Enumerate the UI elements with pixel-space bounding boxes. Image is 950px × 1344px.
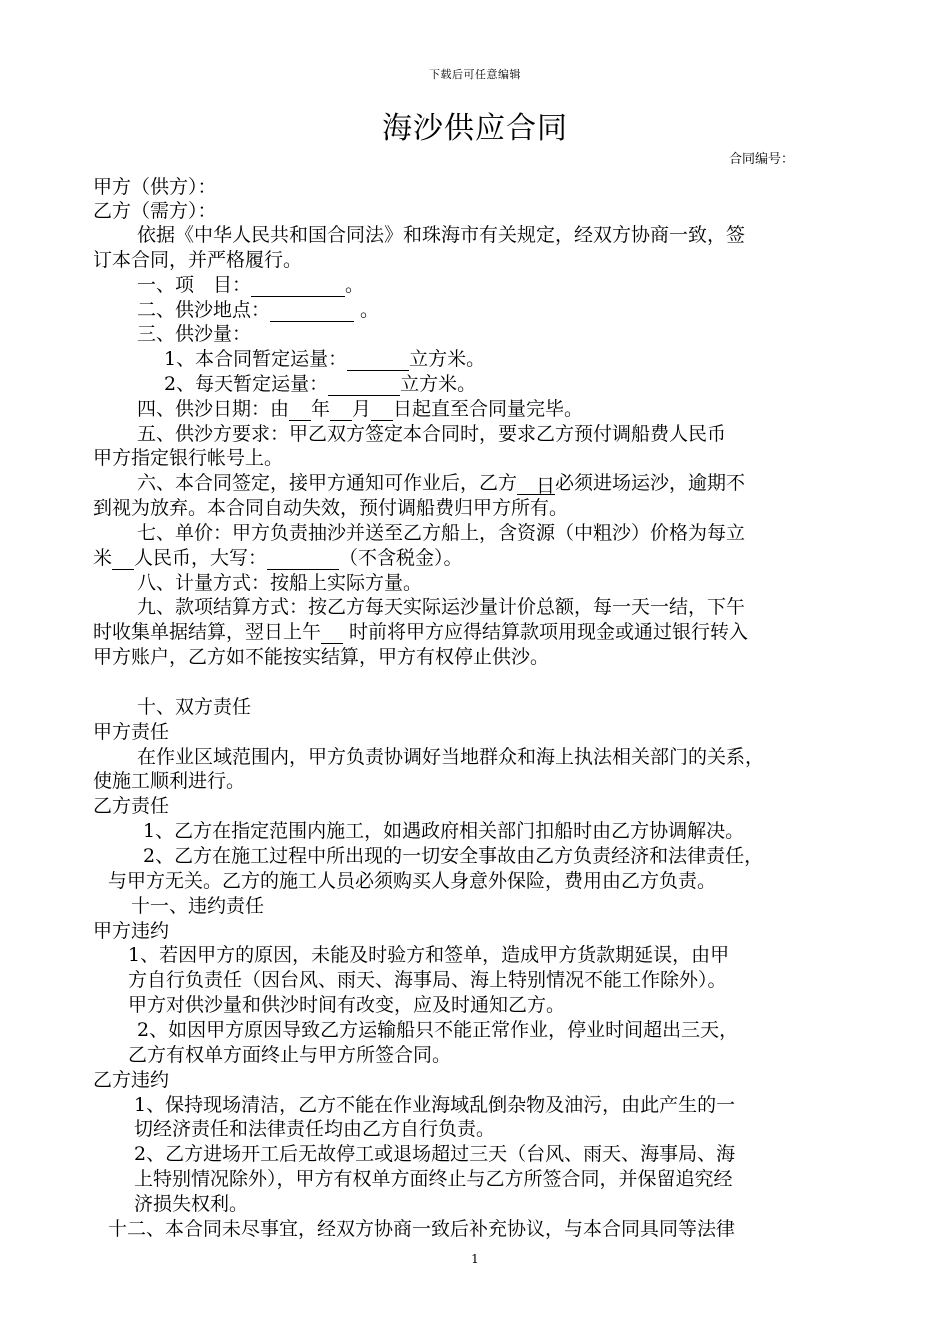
party-a-responsibility-line-2: 使施工顺利进行。 [93,770,246,792]
clause-2-location [137,298,379,322]
time-blank [321,623,343,644]
party-a-breach-line-2: 方自行负责任（因台风、雨天、海事局、海上特别情况不能工作除外）。 [128,969,727,991]
price-words-blank [267,549,339,570]
clause-5-line-1: 五、供沙方要求：甲乙双方签定本合同时，要求乙方预付调船费人民币 [137,423,727,445]
clause-2-end: 。 [354,299,380,321]
party-b-breach-line-5: 济损失权利。 [134,1193,249,1215]
page-number: 1 [471,1252,479,1266]
clause-7-text-c: （不含税金）。 [339,547,463,569]
party-a-breach-line-4: 2、如因甲方原因导致乙方运输船只不能正常作业，停业时间超出三天， [137,1019,739,1041]
clause-5-line-2: 甲方指定银行帐号上。 [93,447,284,469]
clause-3-2-label: 2、每天暂定运量： [164,373,329,395]
days-blank [517,474,555,495]
party-b-breach-line-4: 上特别情况除外），甲方有权单方面终止与乙方所签合同，并保留追究经 [134,1168,733,1190]
intro-line-2: 订本合同，并严格履行。 [93,249,303,271]
contract-number-label: 合同编号： [729,152,795,167]
party-b-responsibility-line-1: 1、乙方在指定范围内施工，如遇政府相关部门扣船时由乙方协调解决。 [143,820,745,842]
clause-3-2-daily [164,372,476,396]
clause-4-date [137,397,583,421]
clause-9-line-1: 九、款项结算方式：按乙方每天实际运沙量计价总额，每一天一结，下午 [137,596,746,618]
clause-1-label: 一、项 目： [137,274,252,296]
clause-3-1-label: 1、本合同暂定运量： [164,348,348,370]
page-title: 海沙供应合同 [382,111,568,146]
clause-7-text-a: 米 [93,547,113,569]
clause-7-line-1: 七、单价：甲方负责抽沙并送至乙方船上，含资源（中粗沙）价格为每立 [137,522,746,544]
clause-1-end: 。 [345,274,365,296]
party-b-responsibility-heading: 乙方责任 [93,795,170,817]
clause-9-text-a: 时收集单据结算，翌日上午 [93,621,322,643]
party-a-breach-line-1: 1、若因甲方的原因，未能及时验方和签单，造成甲方货款期延误，由甲 [128,944,730,966]
party-b-breach-line-3: 2、乙方进场开工后无故停工或退场超过三天（台风、雨天、海事局、海 [134,1143,736,1165]
clause-4-month: 月 [352,398,372,420]
party-b-breach-line-2: 切经济责任和法律责任均由乙方自行负责。 [134,1118,496,1140]
intro-line-1: 依据《中华人民共和国合同法》和珠海市有关规定，经双方协商一致，签 [137,224,746,246]
party-a-responsibility-heading: 甲方责任 [93,721,170,743]
clause-6-line-1 [137,471,745,495]
clause-3-quantity: 三、供沙量： [137,323,252,345]
clause-9-line-2 [93,620,748,644]
party-b-responsibility-line-2: 2、乙方在施工过程中所出现的一切安全事故由乙方负责经济和法律责任， [143,845,764,867]
clause-4-year: 年 [311,398,331,420]
clause-6-text-a: 六、本合同签定，接甲方通知可作业后，乙方 [137,472,518,494]
clause-11-heading: 十一、违约责任 [131,895,265,917]
clause-10-heading: 十、双方责任 [137,696,252,718]
clause-6-line-2: 到视为放弃。本合同自动失效，预付调船费归甲方所有。 [93,497,569,519]
daily-volume-blank [328,375,400,396]
clause-8-measurement: 八、计量方式：按船上实际方量。 [137,572,423,594]
clause-6-day: 日 [536,475,556,497]
clause-9-text-b: 时前将甲方应得结算款项用现金或通过银行转入 [343,621,749,643]
party-a-breach-heading: 甲方违约 [93,920,170,942]
party-a-breach-line-5: 乙方有权单方面终止与甲方所签合同。 [128,1044,452,1066]
clause-4-text-d: 日起直至合同量完毕。 [393,398,584,420]
clause-1-project [137,273,364,297]
party-b-breach-heading: 乙方违约 [93,1069,170,1091]
party-b-breach-line-1: 1、保持现场清洁，乙方不能在作业海域乱倒杂物及油污，由此产生的一 [134,1094,736,1116]
party-b-line: 乙方（需方）： [93,200,217,222]
clause-2-label: 二、供沙地点： [137,299,271,321]
project-blank [251,276,345,297]
header-note: 下载后可任意编辑 [429,68,521,81]
clause-7-line-2 [93,546,463,570]
clause-12-line-1: 十二、本合同未尽事宜，经双方协商一致后补充协议，与本合同具同等法律 [108,1218,736,1240]
total-volume-blank [347,350,409,371]
party-b-responsibility-line-3: 与甲方无关。乙方的施工人员必须购买人身意外保险，费用由乙方负责。 [108,870,717,892]
clause-9-line-3: 甲方账户，乙方如不能按实结算，甲方有权停止供沙。 [93,646,550,668]
location-blank [270,301,354,322]
month-blank [330,400,352,421]
year-blank [289,400,311,421]
day-blank [371,400,393,421]
clause-4-text-a: 四、供沙日期：由 [137,398,290,420]
clause-3-1-total [164,347,485,371]
party-a-breach-line-3: 甲方对供沙量和供沙时间有改变，应及时通知乙方。 [128,994,566,1016]
clause-3-1-end: 立方米。 [409,348,486,370]
clause-3-2-end: 立方米。 [400,373,477,395]
clause-7-text-b: 人民币，大写： [134,547,268,569]
party-a-line: 甲方（供方）： [93,176,217,198]
party-a-responsibility-line-1: 在作业区域范围内，甲方负责协调好当地群众和海上执法相关部门的关系， [137,746,765,768]
price-blank [112,549,134,570]
clause-6-text-b: 必须进场运沙，逾期不 [555,472,746,494]
